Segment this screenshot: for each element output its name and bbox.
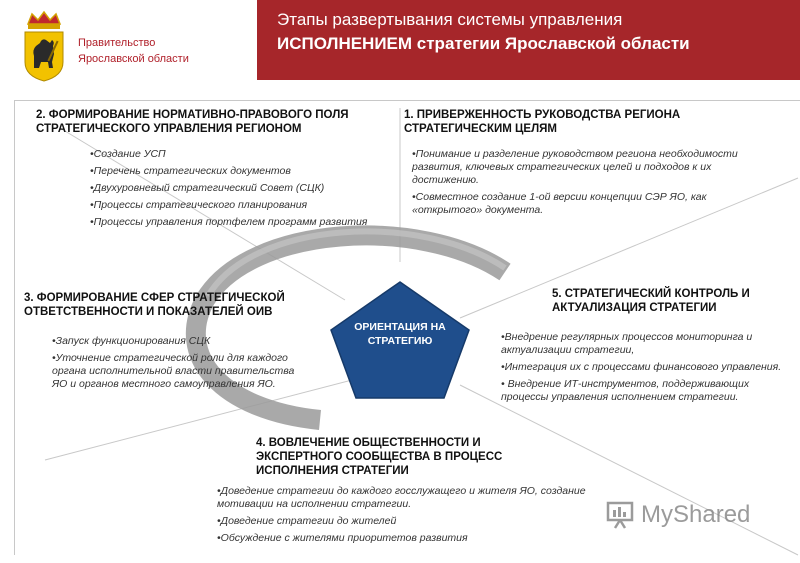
list-item: •Уточнение стратегической роли для каждого органа исполнительной власти правительства ЯО и органов местного самоуправления ЯО. [52, 352, 295, 390]
list-item: •Процессы стратегического планирования [90, 199, 308, 211]
presentation-icon [605, 500, 635, 530]
center-label-line2: СТРАТЕГИЮ [367, 335, 433, 347]
center-label [336, 320, 464, 348]
section-1-list [412, 148, 757, 221]
list-item: •Совместное создание 1-ой версии концепции СЭР ЯО, как «открытого» документа. [412, 191, 707, 216]
section-4-title [256, 436, 576, 478]
section-1-title-line2: СТРАТЕГИЧЕСКИМ ЦЕЛЯМ [404, 123, 558, 135]
list-item: •Доведение стратегии до жителей [217, 515, 397, 527]
list-item: •Понимание и разделение руководством региона необходимости развития, ключевых стратегических целей и подходов к их достижению. [412, 148, 738, 186]
section-1-title [404, 108, 794, 136]
list-item: •Создание УСП [90, 148, 166, 160]
section-5-list [501, 331, 786, 408]
page-title-line2: ИСПОЛНЕНИЕМ стратегии Ярославской области [277, 34, 690, 53]
section-3-list [52, 335, 312, 395]
section-2-list [90, 148, 375, 233]
section-5-title [552, 287, 792, 315]
government-name-line2: Ярославской области [78, 53, 189, 65]
list-item: • Внедрение ИТ-инструментов, поддерживающих процессы управления исполнением стратегии. [501, 378, 750, 403]
list-item: •Процессы управления портфелем программ развития [90, 216, 368, 228]
list-item: •Перечень стратегических документов [90, 165, 291, 177]
section-2-title-line1: 2. ФОРМИРОВАНИЕ НОРМАТИВНО-ПРАВОВОГО ПОЛЯ [36, 109, 349, 121]
list-item: •Доведение стратегии до каждого госслужащего и жителя ЯО, создание мотивации на исполнении стратегии. [217, 485, 586, 510]
watermark [605, 500, 750, 530]
section-5-title-line1: 5. СТРАТЕГИЧЕСКИЙ КОНТРОЛЬ И [552, 288, 750, 300]
list-item: •Интеграция их с процессами финансового управления. [501, 361, 782, 373]
page-title-line1: Этапы развертывания системы управления [277, 10, 623, 29]
section-3-title-line1: 3. ФОРМИРОВАНИЕ СФЕР СТРАТЕГИЧЕСКОЙ [24, 292, 285, 304]
section-1-title-line1: 1. ПРИВЕРЖЕННОСТЬ РУКОВОДСТВА РЕГИОНА [404, 109, 681, 121]
section-3-title-line2: ОТВЕТСТВЕННОСТИ И ПОКАЗАТЕЛЕЙ ОИВ [24, 306, 273, 318]
list-item: •Двухуровневый стратегический Совет (СЦК) [90, 182, 325, 194]
list-item: •Запуск функционирования СЦК [52, 335, 211, 347]
list-item: •Внедрение регулярных процессов мониторинга и актуализации стратегии, [501, 331, 753, 356]
section-2-title-line2: СТРАТЕГИЧЕСКОГО УПРАВЛЕНИЯ РЕГИОНОМ [36, 123, 302, 135]
section-4-title-line3: ИСПОЛНЕНИЯ СТРАТЕГИИ [256, 465, 409, 477]
list-item: •Обсуждение с жителями приоритетов развития [217, 532, 468, 544]
section-5-title-line2: АКТУАЛИЗАЦИЯ СТРАТЕГИИ [552, 302, 717, 314]
section-3-title [24, 291, 324, 319]
section-4-title-line1: 4. ВОВЛЕЧЕНИЕ ОБЩЕСТВЕННОСТИ И [256, 437, 481, 449]
section-2-title [36, 108, 396, 136]
center-label-line1: ОРИЕНТАЦИЯ НА [354, 321, 446, 333]
watermark-text: MyShared [641, 501, 751, 528]
section-4-title-line2: ЭКСПЕРТНОГО СООБЩЕСТВА В ПРОЦЕСС [256, 451, 503, 463]
section-4-list [217, 485, 612, 549]
government-name-line1: Правительство [78, 37, 156, 49]
